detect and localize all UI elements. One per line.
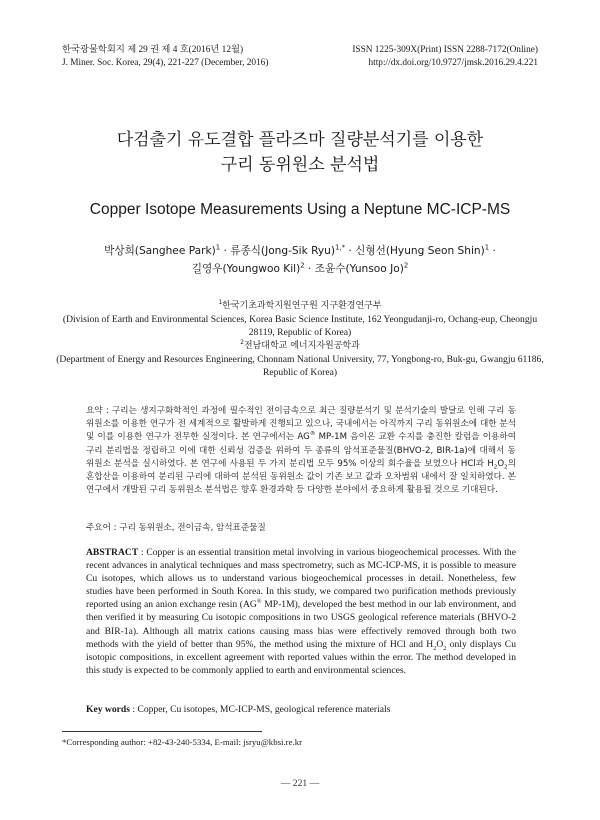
keywords-english-label: Key words	[86, 704, 130, 715]
issn: ISSN 1225-309X(Print) ISSN 2288-7172(Online)	[352, 45, 538, 55]
author-list: 박상희(Sanghee Park)$^1$ · 류종식(Jong-Sik Ryu)$^{1,*}$ · 신형선(Hyung Seon Shin)$^1$ · 길영우(Youngwoo Kil)$^2$ · 조윤수(Yunsoo Jo)$^2$	[104, 243, 496, 275]
affiliation-2-ko: $^2$전남대학교 에너지자원공학과	[240, 339, 360, 351]
author-name: 신형선(Hyung Seon Shin)	[355, 245, 485, 257]
journal-citation-en: J. Miner. Soc. Korea, 29(4), 221-227 (December, 2016)	[62, 58, 269, 68]
affiliation-2-en: (Department of Energy and Resources Engineering, Chonnam National University, 77, Yongbong-ro, Buk-gu, Gwangju 61186, Republic of Korea)	[56, 353, 544, 379]
affiliation-1-en: (Division of Earth and Environmental Sciences, Korea Basic Science Institute, 162 Yeongudanji-ro, Ochang-eup, Cheongju 28119, Republic of Korea)	[62, 314, 538, 339]
keywords-english: Key words : Copper, Cu isotopes, MC-ICP-MS, geological reference materials	[86, 704, 391, 715]
abstract-korean: 요약 : 구리는 생지구화학적인 과정에 필수적인 전이금속으로 최근 질량분석기 및 분석기술의 발달로 인해 구리 동위원소를 이용한 연구가 전 세계적으로 활발하게 진행되고 있으나, 국내에서는 아직까지 구리 동위원소에 대한 분석 및 이를 이용한 연구가 전무한 실정이다. 본 연구에서는 AG® MP-1M 음이온 교환 수지를 충진한 칼럼을 이용하여 구리 분리법을 정립하고 이에 대한 신뢰성 검증을 위하여 두 종류의 암석표준물질(BHVO-2, BIR-1a)에 대해서 동위원소 분석을 실시하였다. 본 연구에 사용된 두 가지 분리법 모두 95% 이상의 회수율을 보였으나 HCl과 $H_2O_2$의 혼합산을 이용하여 분리된 구리에 대하여 분석된 동위원소 값이 기존 보고 값과 오차범위 내에서 잘 일치하였다. 본 연구에서 개발된 구리 동위원소 분석법은 향후 환경과학 등 다양한 분야에서 중요하게 활용될 것으로 기대된다.	[86, 406, 517, 496]
corresponding-author-footnote: *Corresponding author: +82-43-240-5334, E-mail: jsryu@kbsi.re.kr	[62, 737, 303, 747]
author-name: 박상희(Sanghee Park)	[104, 245, 216, 257]
keywords-korean-label: 주요어 :	[86, 523, 120, 533]
affiliations	[50, 300, 550, 379]
abstract-english-label: ABSTRACT	[86, 547, 139, 558]
journal-header-left	[62, 44, 268, 70]
affiliation-1-ko: $^1$한국기초과학지원연구원 지구환경연구부	[218, 300, 382, 311]
author-affil-mark: 1	[215, 243, 221, 252]
doi-link[interactable]: http://dx.doi.org/10.9727/jmsk.2016.29.4.221	[368, 58, 538, 68]
author-affil-mark: 2	[300, 261, 305, 270]
title-korean-line1: 다검출기 유도결합 플라즈마 질량분석기를 이용한	[116, 130, 484, 150]
author-affil-mark: 2	[403, 261, 409, 270]
title-korean	[0, 128, 600, 178]
author-name: 길영우(Youngwoo Kil)	[191, 263, 301, 275]
keywords-korean: 주요어 : 구리 동위원소, 전이금속, 암석표준물질	[86, 523, 266, 533]
title-english: Copper Isotope Measurements Using a Neptune MC-ICP-MS	[89, 201, 511, 218]
author-affil-mark: 1,*	[335, 243, 346, 252]
page-number: ― 221 ―	[280, 778, 320, 789]
journal-header-right	[352, 44, 538, 70]
abstract-korean-label: 요약 :	[86, 406, 112, 416]
author-name: 조윤수(Yunsoo Jo)	[314, 263, 404, 275]
author-affil-mark: 1	[484, 243, 490, 252]
title-korean-line2: 구리 동위원소 분석법	[220, 155, 380, 175]
journal-name-ko: 한국광물학회지 제 29 권 제 4 호(2016년 12월)	[62, 45, 244, 55]
footnote-divider	[62, 731, 262, 732]
abstract-english: ABSTRACT : Copper is an essential transition metal involving in various biogeochemical processes. With the recent advances in analytical techniques and mass spectrometry, such as MC-ICP-MS, it is possible to measure Cu isotopes, which allows us to understand various biogeochemical processes in detail. Nonetheless, few studies have been performed in South Korea. In this study, we compared two purification methods previously reported using an anion exchange resin (AG® MP-1M), developed the best method in our lab environment, and then verified it by measuring Cu isotopic compositions in two USGS geological reference materials (BHVO-2 and BIR-1a). Although all matrix cations causing mass bias were effectively removed through both two methods with the yield of better than 95%, the method using the mixture of HCl and $H_2O_2$ only displays Cu isotopic compositions, in excellent agreement with reported values within the error. The method developed in this study is expected to be commonly applied to earth and environmental sciences.	[86, 547, 516, 676]
author-name: 류종식(Jong-Sik Ryu)	[230, 245, 336, 257]
